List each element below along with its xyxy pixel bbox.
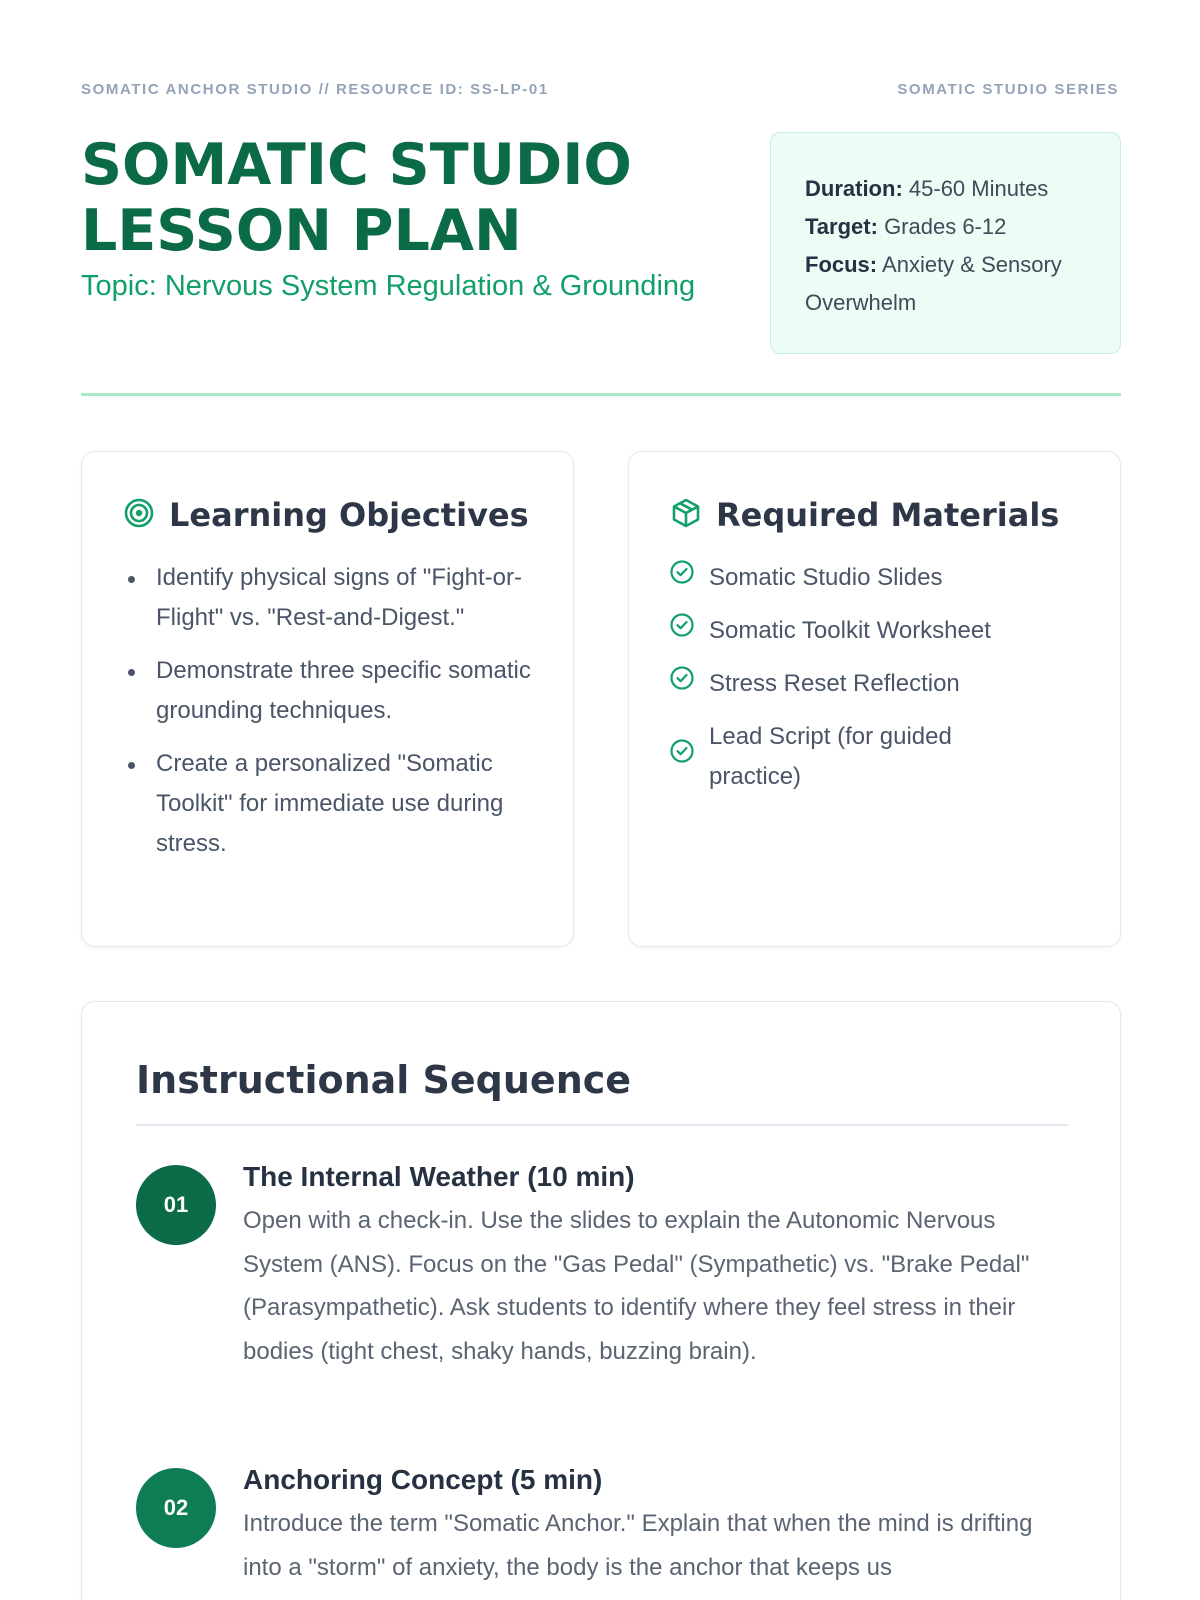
series-label: SOMATIC STUDIO SERIES — [897, 81, 1119, 98]
objectives-heading: Learning Objectives — [169, 496, 529, 534]
materials-list — [669, 558, 1089, 810]
step-description: Open with a check-in. Use the slides to explain the Autonomic Nervous System (ANS). Focus on the "Gas Pedal" (Sympathetic) vs. "Brake Pedal" (Parasympathetic). Ask students to identify where they feel stress in their bodies (tight chest, shaky hands, buzzing brain). — [243, 1207, 1030, 1365]
header-divider — [81, 393, 1121, 396]
page-title — [81, 132, 632, 264]
top-bar — [81, 81, 1119, 98]
sequence-divider — [136, 1124, 1068, 1126]
step-title: Anchoring Concept (5 min) — [243, 1464, 603, 1495]
package-icon — [670, 497, 702, 534]
material-label: Lead Script (for guided practice) — [709, 723, 952, 790]
objectives-list — [156, 558, 546, 877]
topic-subtitle: Topic: Nervous System Regulation & Grounding — [81, 270, 696, 302]
materials-header — [670, 496, 1059, 534]
target-icon — [123, 497, 155, 534]
list-item — [669, 611, 1089, 651]
list-item — [669, 717, 1089, 797]
objectives-header — [123, 496, 529, 534]
step-title: The Internal Weather (10 min) — [243, 1161, 635, 1192]
check-circle-icon — [669, 737, 695, 777]
resource-id-line: SOMATIC ANCHOR STUDIO // RESOURCE ID: SS-LP-01 — [81, 81, 549, 98]
focus-row: Focus: Anxiety & Sensory Overwhelm — [805, 252, 1062, 315]
title-line-2: LESSON PLAN — [81, 198, 522, 264]
duration-row: Duration: 45-60 Minutes — [805, 176, 1049, 201]
learning-objectives-card — [81, 451, 574, 947]
check-circle-icon — [669, 664, 695, 704]
step-body — [243, 1161, 1068, 1373]
list-item — [669, 558, 1089, 598]
step-body — [243, 1464, 1068, 1589]
sequence-step — [136, 1161, 1068, 1373]
instructional-sequence-card — [81, 1001, 1121, 1600]
list-item: Demonstrate three specific somatic grounding techniques. — [156, 651, 546, 731]
title-line-1: SOMATIC STUDIO — [81, 132, 632, 198]
material-label: Stress Reset Reflection — [709, 670, 960, 697]
material-label: Somatic Studio Slides — [709, 564, 943, 591]
list-item: Identify physical signs of "Fight-or-Flight" vs. "Rest-and-Digest." — [156, 558, 546, 638]
check-circle-icon — [669, 611, 695, 651]
materials-heading: Required Materials — [716, 496, 1060, 534]
sequence-heading: Instructional Sequence — [136, 1058, 632, 1102]
required-materials-card — [628, 451, 1121, 947]
step-number-badge: 01 — [136, 1165, 216, 1245]
sequence-step — [136, 1464, 1068, 1589]
lesson-meta-box — [770, 132, 1121, 354]
list-item — [669, 664, 1089, 704]
step-number-badge: 02 — [136, 1468, 216, 1548]
step-description: Introduce the term "Somatic Anchor." Explain that when the mind is drifting into a "storm" of anxiety, the body is the anchor that keeps us — [243, 1510, 1033, 1581]
target-row: Target: Grades 6-12 — [805, 214, 1007, 239]
check-circle-icon — [669, 558, 695, 598]
material-label: Somatic Toolkit Worksheet — [709, 617, 991, 644]
list-item: Create a personalized "Somatic Toolkit" for immediate use during stress. — [156, 744, 546, 864]
